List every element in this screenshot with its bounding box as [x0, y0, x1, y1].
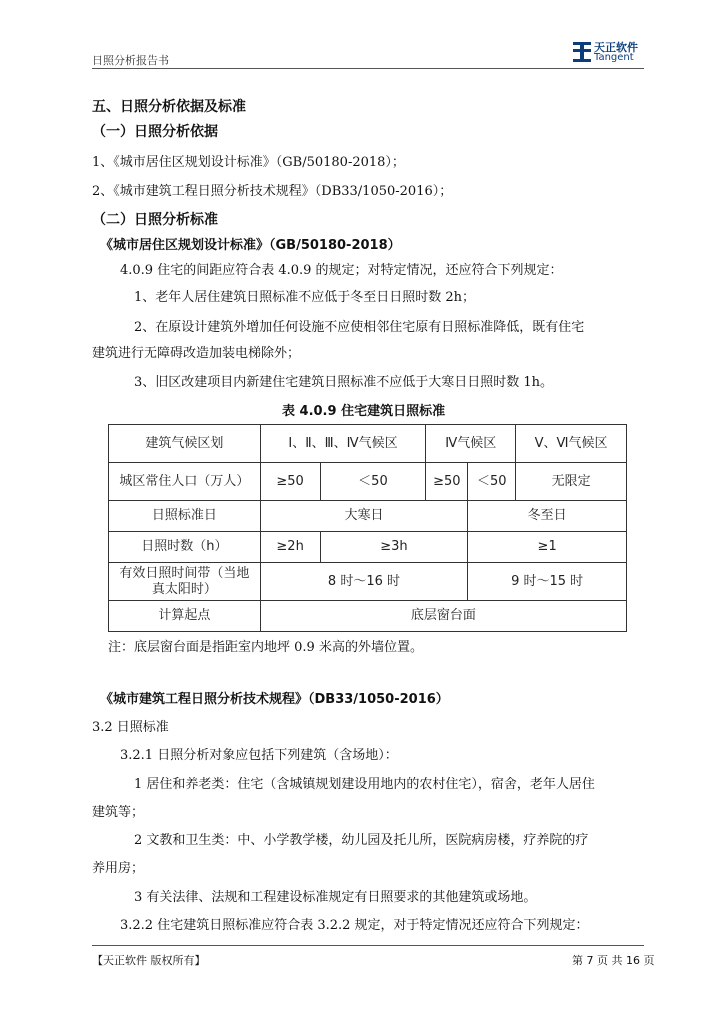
table-caption: 表 4.0.9 住宅建筑日照标准 [282, 404, 446, 419]
table-cell: 有效日照时间带（当地真太阳时） [109, 563, 261, 601]
company-logo [572, 38, 644, 68]
logo-text-en: Tangent [594, 52, 634, 63]
table-cell: 日照标准日 [109, 501, 261, 532]
table-cell: ≥2h [260, 532, 320, 563]
std2-item-2-line-2: 养用房； [92, 861, 145, 876]
table-cell: ≥3h [320, 532, 468, 563]
std2-item-3: 3 有关法律、法规和工程建设标准规定有日照要求的其他建筑或场地。 [134, 890, 537, 905]
table-cell: 9 时～15 时 [468, 563, 627, 601]
basis-item-2: 2、《城市建筑工程日照分析技术规程》（DB33/1050-2016）； [92, 184, 453, 199]
table-row [109, 532, 627, 563]
std2-clause-322: 3.2.2 住宅建筑日照标准应符合表 3.2.2 规定，对于特定情况还应符合下列规定： [120, 918, 589, 933]
table-cell: ＜50 [320, 463, 426, 501]
sunlight-standard-table [108, 424, 627, 632]
table-cell: ＜50 [468, 463, 516, 501]
section-title: 五、日照分析依据及标准 [92, 99, 246, 115]
table-cell: 大寒日 [260, 501, 468, 532]
tangent-logo-icon [572, 40, 592, 66]
std2-section: 3.2 日照标准 [92, 720, 169, 735]
table-cell: 8 时～16 时 [260, 563, 468, 601]
std1-title: 《城市居住区规划设计标准》（GB/50180-2018） [100, 238, 401, 253]
logo-text-cn: 天正软件 [594, 41, 638, 54]
table-row [109, 501, 627, 532]
std1-item-2-line-2: 建筑进行无障碍改造加装电梯除外； [92, 346, 301, 361]
table-note: 注：底层窗台面是指距室内地坪 0.9 米高的外墙位置。 [108, 640, 423, 655]
footer-copyright: 【天正软件 版权所有】 [92, 954, 206, 967]
std1-item-1: 1、老年人居住建筑日照标准不应低于冬至日日照时数 2h； [134, 290, 476, 305]
table-cell: 底层窗台面 [260, 601, 626, 632]
std2-item-1-line-1: 1 居住和养老类：住宅（含城镇规划建设用地内的农村住宅），宿舍，老年人居住 [134, 777, 595, 792]
table-row [109, 425, 627, 463]
table-cell: 建筑气候区划 [109, 425, 261, 463]
table-cell: Ⅰ、Ⅱ、Ⅲ、Ⅳ气候区 [260, 425, 426, 463]
std2-title: 《城市建筑工程日照分析技术规程》（DB33/1050-2016） [100, 692, 449, 707]
table-cell: Ⅳ气候区 [426, 425, 516, 463]
table-cell: 无限定 [516, 463, 627, 501]
table-row [109, 601, 627, 632]
table-row [109, 463, 627, 501]
standard-heading: （二）日照分析标准 [92, 212, 218, 228]
footer-rule [92, 945, 644, 946]
header-doc-title: 日照分析报告书 [92, 54, 169, 67]
std1-intro: 4.0.9 住宅的间距应符合表 4.0.9 的规定；对特定情况，还应符合下列规定： [120, 263, 563, 278]
table-cell: 计算起点 [109, 601, 261, 632]
table-cell: ≥50 [426, 463, 468, 501]
table-cell: Ⅴ、Ⅵ气候区 [516, 425, 627, 463]
std2-item-2-line-1: 2 文教和卫生类：中、小学教学楼，幼儿园及托儿所，医院病房楼，疗养院的疗 [134, 833, 589, 848]
table-row [109, 563, 627, 601]
table-cell: ≥1 [468, 532, 627, 563]
footer-page-number: 第 7 页 共 16 页 [572, 954, 655, 967]
header-rule [92, 68, 644, 69]
table-cell: 日照时数（h） [109, 532, 261, 563]
std2-item-1-line-2: 建筑等； [92, 805, 145, 820]
std2-clause-321: 3.2.1 日照分析对象应包括下列建筑（含场地）： [120, 748, 398, 763]
table-cell: 城区常住人口（万人） [109, 463, 261, 501]
table-cell: 冬至日 [468, 501, 627, 532]
std1-item-3: 3、旧区改建项目内新建住宅建筑日照标准不应低于大寒日日照时数 1h。 [134, 375, 554, 390]
basis-item-1: 1、《城市居住区规划设计标准》（GB/50180-2018）； [92, 155, 405, 170]
table-cell: ≥50 [260, 463, 320, 501]
basis-heading: （一）日照分析依据 [92, 124, 218, 140]
std1-item-2-line-1: 2、在原设计建筑外增加任何设施不应使相邻住宅原有日照标准降低，既有住宅 [134, 320, 585, 335]
